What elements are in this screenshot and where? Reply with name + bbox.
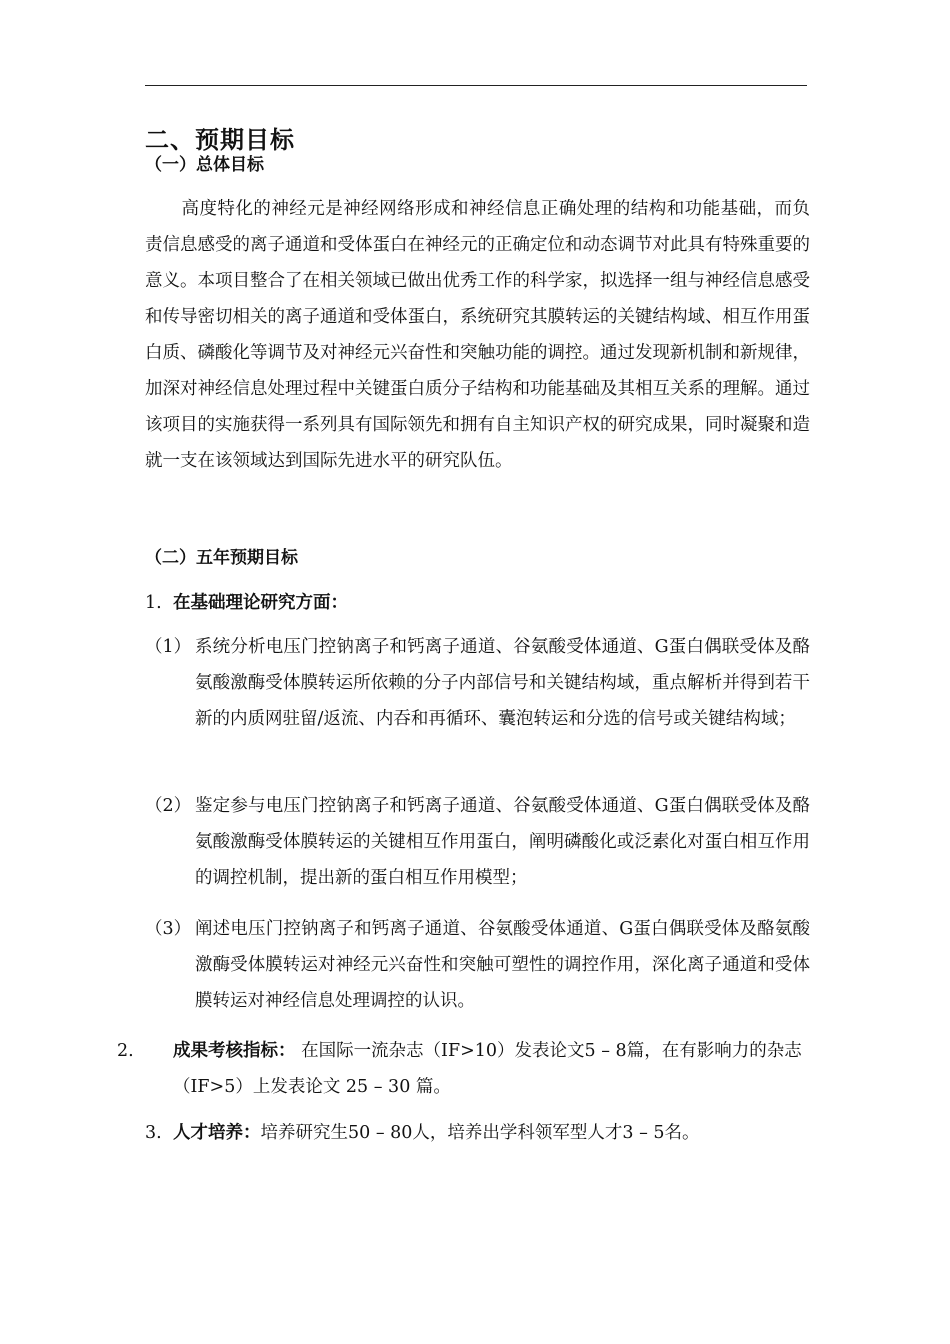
item-2-label: 成果考核指标： [173, 1041, 296, 1061]
item-1-label: 在基础理论研究方面： [173, 593, 348, 613]
overall-goal-text: 高度特化的神经元是神经网络形成和神经信息正确处理的结构和功能基础，而负责信息感受的离子通道和受体蛋白在神经元的正确定位和动态调节对此具有特殊重要的意义。本项目整合了在相关领域已做出优秀工作的科学家，拟选择一组与神经信息感受和传导密切相关的离子通道和受体蛋白，系统研究其膜转运的关键结构域、相互作用蛋白质、磷酸化等调节及对神经元兴奋性和突触功能的调控。通过发现新机制和新规律，加深对神经信息处理过程中关键蛋白质分子结构和功能基础及其相互关系的理解。通过该项目的实施获得一系列具有国际领先和拥有自主知识产权的研究成果，同时凝聚和造就一支在该领域达到国际先进水平的研究队伍。 [145, 199, 810, 471]
subitem-2-text: 鉴定参与电压门控钠离子和钙离子通道、谷氨酸受体通道、G蛋白偶联受体及酪氨酸激酶受体膜转运的关键相互作用蛋白，阐明磷酸化或泛素化对蛋白相互作用的调控机制，提出新的蛋白相互作用模型； [195, 796, 810, 888]
item-3 [145, 1115, 810, 1151]
section-title: 二、预期目标 [145, 126, 295, 154]
item-2-number: 2. [117, 1041, 134, 1061]
subitem-1-number: （1） [145, 637, 192, 657]
item-2-text: 在国际一流杂志（IF>10）发表论文5 – 8篇，在有影响力的杂志（IF>5）上发表论文 25 – 30 篇。 [173, 1041, 802, 1097]
header-rule [145, 85, 807, 86]
subitem-1 [145, 629, 810, 737]
item-3-label: 人才培养： [173, 1123, 261, 1143]
item-1 [145, 585, 810, 621]
item-3-number: 3. [145, 1123, 162, 1143]
subitem-2-number: （2） [145, 796, 192, 816]
overall-goal-paragraph [145, 191, 810, 479]
subitem-1-text: 系统分析电压门控钠离子和钙离子通道、谷氨酸受体通道、G蛋白偶联受体及酪氨酸激酶受体膜转运所依赖的分子内部信号和关键结构域，重点解析并得到若干新的内质网驻留/返流、内吞和再循环、囊泡转运和分选的信号或关键结构域； [195, 637, 810, 729]
item-1-number: 1. [145, 593, 162, 613]
subitem-3 [145, 911, 810, 1019]
overall-goal-heading: （一）总体目标 [145, 155, 264, 175]
item-2 [117, 1033, 838, 1105]
subitem-2 [145, 788, 810, 896]
five-year-goal-heading: （二）五年预期目标 [145, 548, 298, 568]
subitem-3-text: 阐述电压门控钠离子和钙离子通道、谷氨酸受体通道、G蛋白偶联受体及酪氨酸激酶受体膜转运对神经元兴奋性和突触可塑性的调控作用，深化离子通道和受体膜转运对神经信息处理调控的认识。 [195, 919, 810, 1011]
subitem-3-number: （3） [145, 919, 192, 939]
item-3-text: 培养研究生50 – 80人，培养出学科领军型人才3 – 5名。 [260, 1123, 700, 1143]
